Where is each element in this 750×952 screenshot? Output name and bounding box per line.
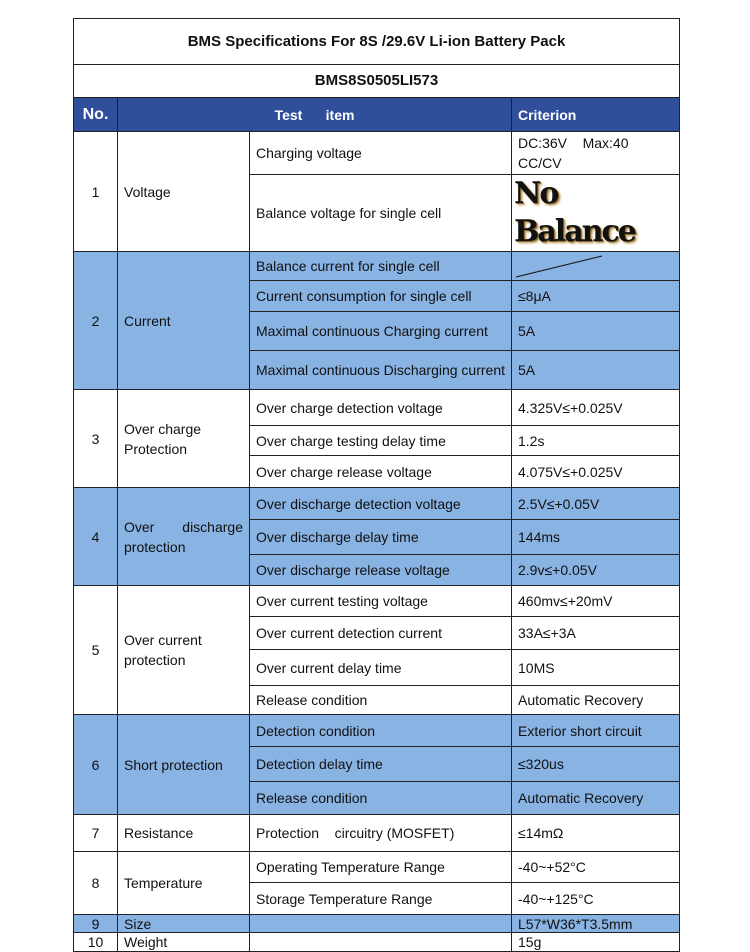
table-row <box>74 252 680 281</box>
spec-table <box>73 18 680 952</box>
criterion-cell: L57*W36*T3.5mm <box>512 915 680 933</box>
test-cell: Over charge release voltage <box>250 456 512 488</box>
criterion-cell: 5A <box>512 351 680 390</box>
row-number: 9 <box>74 915 118 933</box>
table-row <box>74 933 680 952</box>
column-header-test-item-label: Test item <box>274 106 355 123</box>
diagonal-slash <box>512 252 680 280</box>
criterion-cell: 5A <box>512 312 680 351</box>
test-cell: Balance voltage for single cell <box>250 175 512 252</box>
row-number: 4 <box>74 488 118 586</box>
test-cell: Over current delay time <box>250 650 512 686</box>
criterion-cell: 144ms <box>512 520 680 555</box>
column-header-row <box>74 98 680 132</box>
no-balance-stamp: No Balance <box>514 176 635 249</box>
row-number: 1 <box>74 132 118 252</box>
test-cell: Protection circuitry (MOSFET) <box>250 815 512 852</box>
row-number: 10 <box>74 933 118 952</box>
table-row <box>74 586 680 617</box>
row-item: Over charge Protection <box>118 390 250 488</box>
test-cell: Over charge testing delay time <box>250 426 512 456</box>
table-row <box>74 390 680 426</box>
test-cell: Release condition <box>250 686 512 715</box>
table-row <box>74 915 680 933</box>
sheet-title: BMS Specifications For 8S /29.6V Li-ion Battery Pack <box>74 19 680 65</box>
criterion-cell: 1.2s <box>512 426 680 456</box>
criterion-cell-empty <box>512 252 680 281</box>
criterion-cell: 10MS <box>512 650 680 686</box>
test-cell: Detection condition <box>250 715 512 747</box>
test-cell: Over current testing voltage <box>250 586 512 617</box>
title-row <box>74 19 680 65</box>
test-cell: Release condition <box>250 782 512 815</box>
row-number: 7 <box>74 815 118 852</box>
table-row <box>74 815 680 852</box>
test-cell: Detection delay time <box>250 747 512 782</box>
row-item: Size <box>118 915 250 933</box>
test-cell: Maximal continuous Discharging current <box>250 351 512 390</box>
column-header-criterion: Criterion <box>512 98 680 132</box>
criterion-cell: 4.325V≤+0.025V <box>512 390 680 426</box>
table-row <box>74 132 680 175</box>
test-cell: Over current detection current <box>250 617 512 650</box>
criterion-cell: 15g <box>512 933 680 952</box>
row-item: Voltage <box>118 132 250 252</box>
test-cell: Current consumption for single cell <box>250 281 512 312</box>
criterion-cell: ≤8μA <box>512 281 680 312</box>
row-item: Over discharge protection <box>118 488 250 586</box>
criterion-cell: ≤320us <box>512 747 680 782</box>
criterion-cell: 4.075V≤+0.025V <box>512 456 680 488</box>
row-item: Weight <box>118 933 250 952</box>
test-cell: Over discharge delay time <box>250 520 512 555</box>
row-item: Temperature <box>118 852 250 915</box>
test-cell: Over charge detection voltage <box>250 390 512 426</box>
row-item: Resistance <box>118 815 250 852</box>
spec-sheet <box>73 18 679 952</box>
criterion-cell: DC:36V Max:40 CC/CV <box>512 132 680 175</box>
test-cell: Operating Temperature Range <box>250 852 512 883</box>
test-cell-empty <box>250 915 512 933</box>
row-number: 5 <box>74 586 118 715</box>
test-cell: Maximal continuous Charging current <box>250 312 512 351</box>
criterion-cell: Exterior short circuit <box>512 715 680 747</box>
column-header-no: No. <box>74 98 118 132</box>
row-number: 3 <box>74 390 118 488</box>
criterion-cell: 2.5V≤+0.05V <box>512 488 680 520</box>
row-item: Over current protection <box>118 586 250 715</box>
row-number: 2 <box>74 252 118 390</box>
criterion-cell <box>512 175 680 252</box>
test-cell: Over discharge detection voltage <box>250 488 512 520</box>
criterion-cell: Automatic Recovery <box>512 686 680 715</box>
test-cell: Over discharge release voltage <box>250 555 512 586</box>
criterion-cell: 33A≤+3A <box>512 617 680 650</box>
criterion-cell: -40~+52°C <box>512 852 680 883</box>
test-cell: Storage Temperature Range <box>250 883 512 915</box>
row-item: Current <box>118 252 250 390</box>
model-number: BMS8S0505LI573 <box>74 65 680 98</box>
criterion-cell: 460mv≤+20mV <box>512 586 680 617</box>
criterion-cell: ≤14mΩ <box>512 815 680 852</box>
criterion-cell: 2.9v≤+0.05V <box>512 555 680 586</box>
test-cell-empty <box>250 933 512 952</box>
test-cell: Balance current for single cell <box>250 252 512 281</box>
test-cell: Charging voltage <box>250 132 512 175</box>
row-number: 8 <box>74 852 118 915</box>
model-row <box>74 65 680 98</box>
row-number: 6 <box>74 715 118 815</box>
table-row <box>74 488 680 520</box>
row-item: Short protection <box>118 715 250 815</box>
table-row <box>74 715 680 747</box>
criterion-cell: -40~+125°C <box>512 883 680 915</box>
criterion-cell: Automatic Recovery <box>512 782 680 815</box>
column-header-test-item <box>118 98 512 132</box>
table-row <box>74 852 680 883</box>
